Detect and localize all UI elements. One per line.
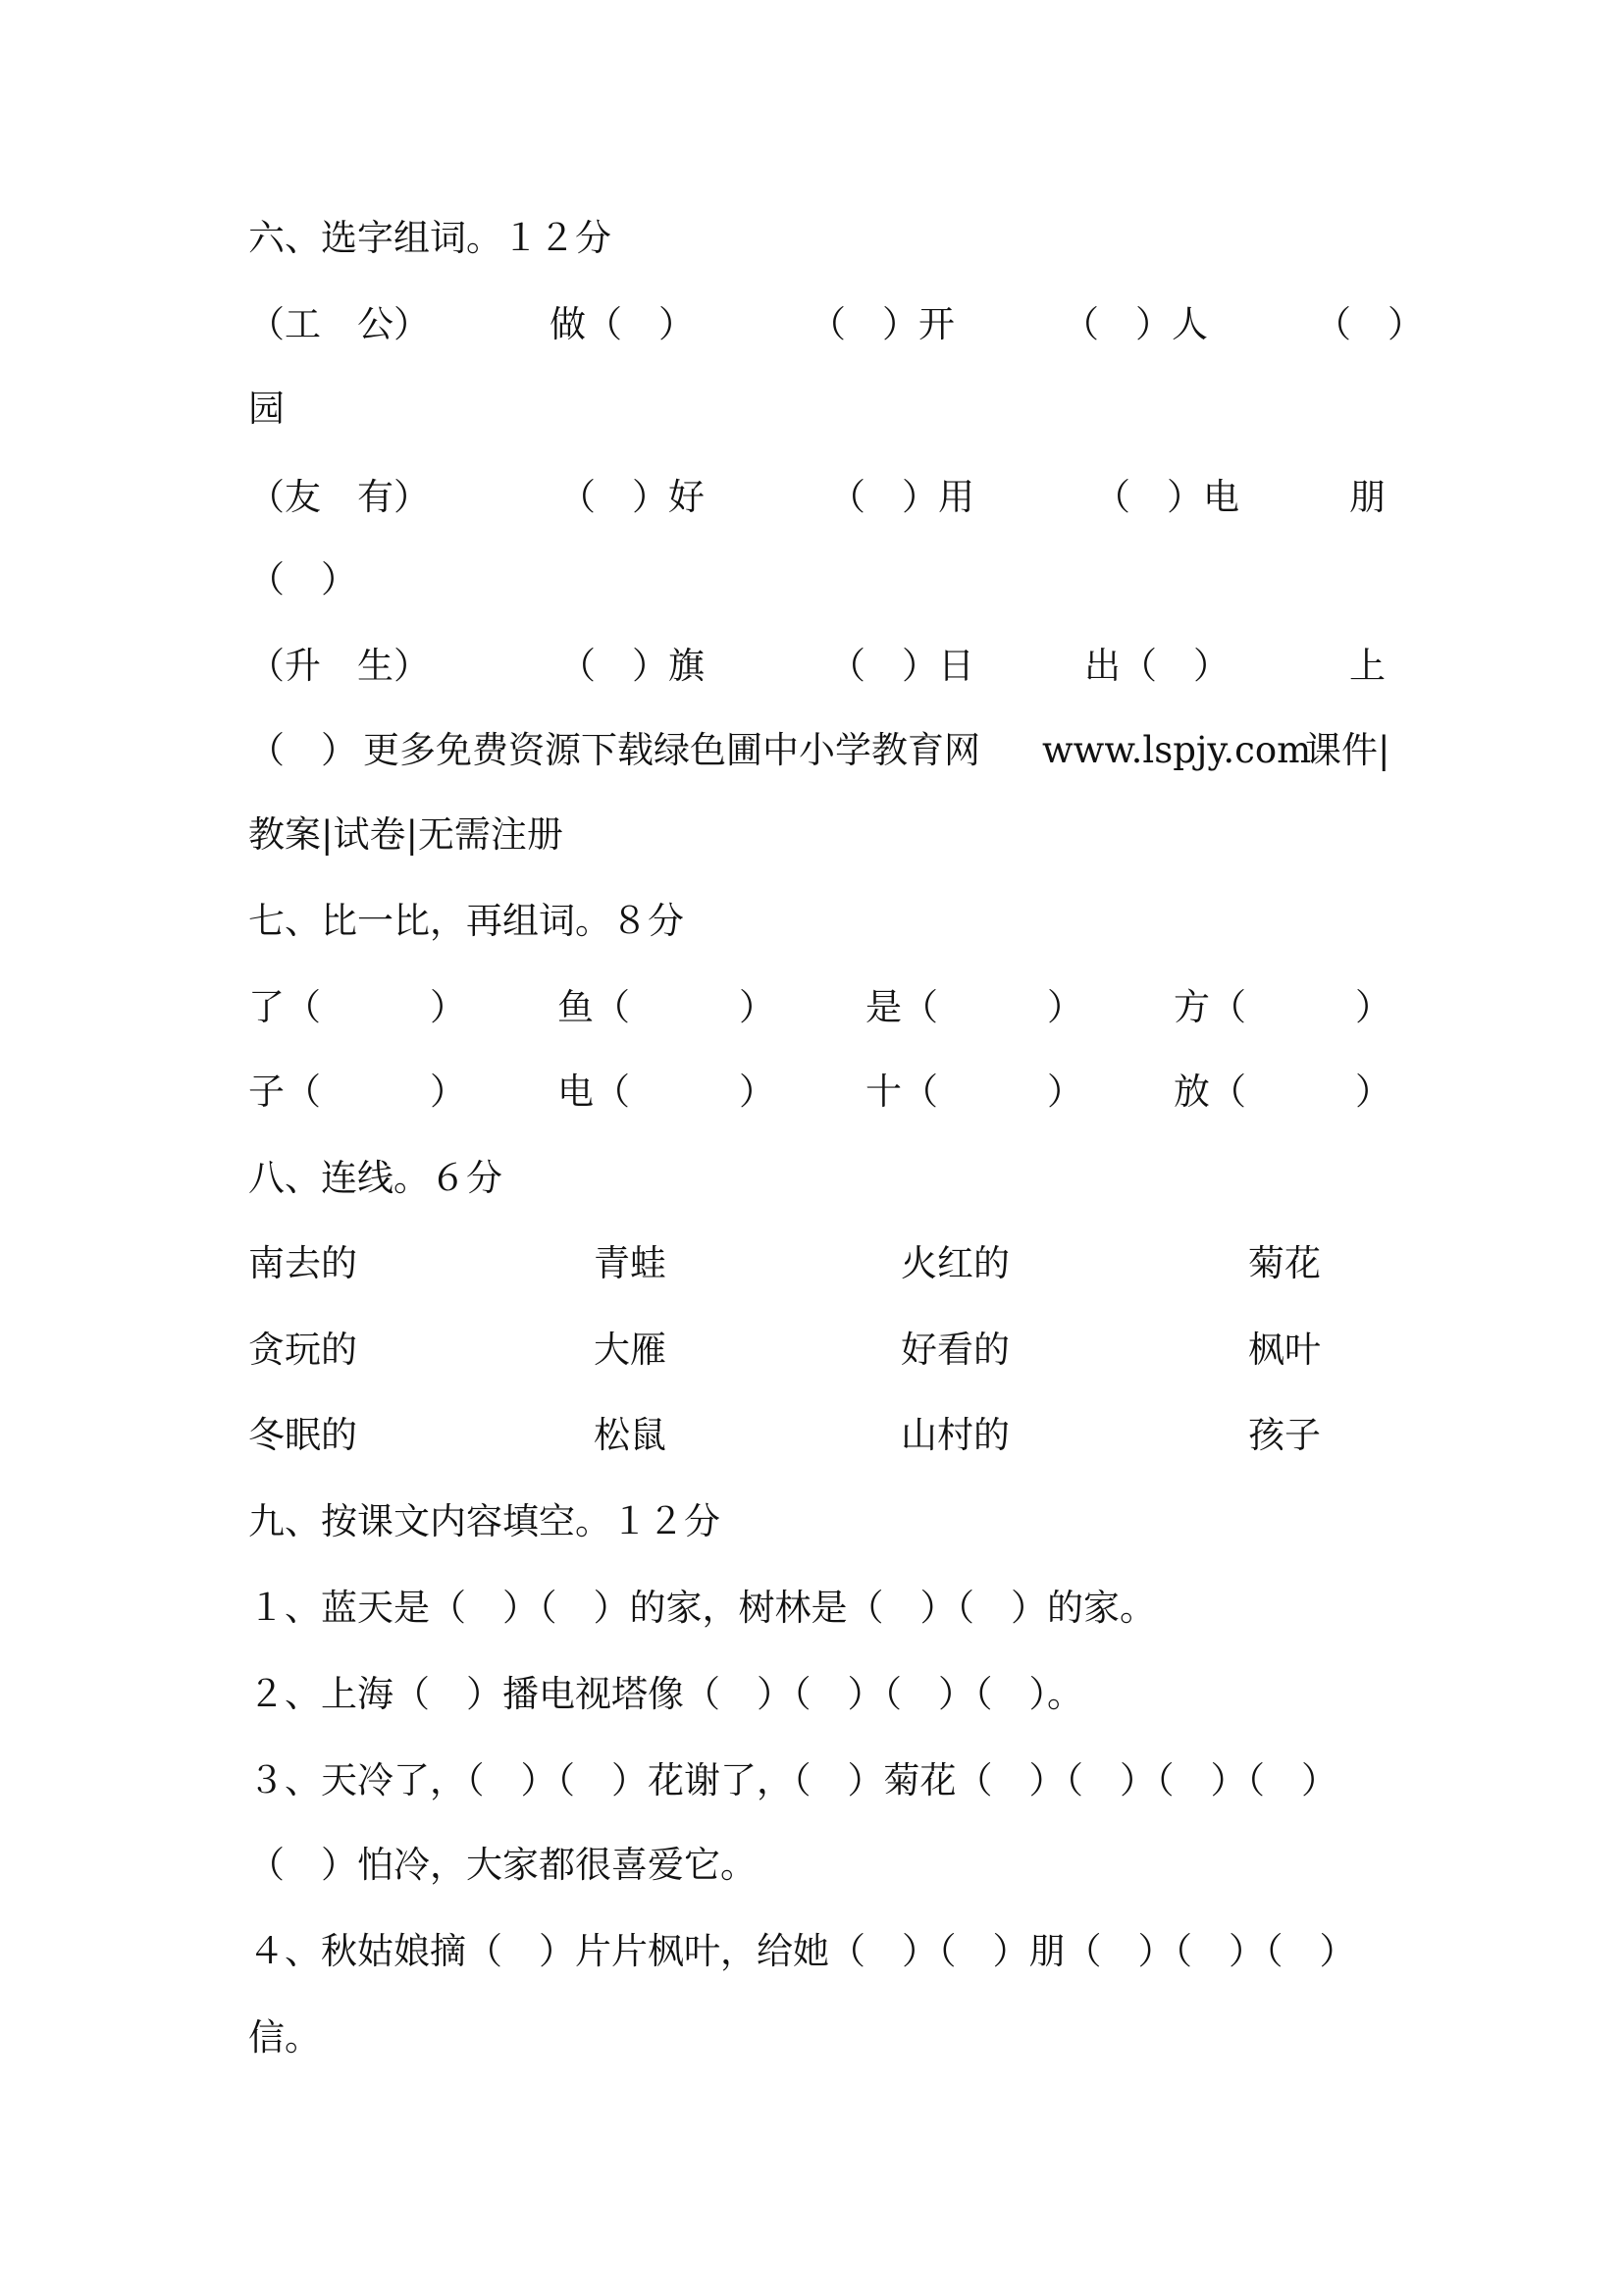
section-nine-q4: [0, 1909, 1624, 1994]
match-item: 火红的: [901, 1242, 1010, 1284]
char-group: （工 公）: [248, 303, 430, 345]
section-eight-row: [0, 1308, 1624, 1392]
compare-item: 电（ ）: [557, 1070, 775, 1113]
section-nine-heading: 九、按课文内容填空。１２分: [248, 1500, 720, 1542]
section-six-row3-cont2: [0, 793, 1624, 877]
promo-text: 更多免费资源下载绿色圃中小学教育网: [363, 729, 980, 771]
section-eight-row: [0, 1222, 1624, 1306]
question-4-cont: 信。: [248, 2016, 321, 2059]
section-six-row3: [0, 624, 1624, 708]
fill-item: （ ）: [1315, 303, 1424, 345]
fill-item: （ ）好: [559, 476, 705, 518]
section-six-row2: [0, 455, 1624, 540]
section-nine-q4-cont: [0, 1996, 1624, 2080]
compare-item: 了（ ）: [248, 986, 466, 1028]
compare-item: 十（ ）: [865, 1070, 1083, 1113]
question-3-cont: （ ）怕冷，大家都很喜爱它。: [248, 1844, 757, 1886]
match-item: 枫叶: [1248, 1329, 1321, 1371]
compare-item: 鱼（ ）: [557, 986, 775, 1028]
char-group: （友 有）: [248, 476, 430, 518]
section-nine-heading-line: [0, 1480, 1624, 1564]
section-six-heading-line: [0, 196, 1624, 281]
section-seven-row1: [0, 965, 1624, 1050]
match-item: 贪玩的: [248, 1329, 357, 1371]
section-six-row2-wrap: [0, 538, 1624, 622]
fill-item: （ ）用: [829, 476, 974, 518]
section-nine-q3: [0, 1739, 1624, 1823]
fill-item-wrap: 园: [248, 388, 285, 430]
fill-item: （ ）: [248, 729, 357, 771]
section-eight-heading-line: [0, 1136, 1624, 1221]
section-eight-heading: 八、连线。６分: [248, 1157, 502, 1199]
fill-item: 做（ ）: [550, 303, 695, 345]
match-item: 青蛙: [594, 1242, 666, 1284]
match-item: 山村的: [901, 1414, 1010, 1456]
char-group: （升 生）: [248, 645, 430, 687]
fill-item-wrap: （ ）: [248, 558, 357, 600]
fill-item: （ ）人: [1063, 303, 1208, 345]
fill-item: （ ）电: [1094, 476, 1239, 518]
fill-item: 出（ ）: [1084, 645, 1230, 687]
fill-item: 朋: [1349, 476, 1386, 518]
match-item: 松鼠: [594, 1414, 666, 1456]
fill-item: （ ）开: [810, 303, 955, 345]
question-1: １、蓝天是（ ）（ ）的家，树林是（ ）（ ）的家。: [248, 1587, 1156, 1629]
match-item: 南去的: [248, 1242, 357, 1284]
question-2: ２、上海（ ）播电视塔像（ ）（ ）（ ）（ ）。: [248, 1673, 1083, 1715]
match-item: 好看的: [901, 1329, 1010, 1371]
match-item: 大雁: [594, 1329, 666, 1371]
fill-item: （ ）日: [829, 645, 974, 687]
fill-item: 上: [1349, 645, 1386, 687]
section-seven-heading: 七、比一比，再组词。８分: [248, 900, 684, 942]
match-item: 菊花: [1248, 1242, 1321, 1284]
match-item: 冬眠的: [248, 1414, 357, 1456]
section-nine-q3-cont: [0, 1823, 1624, 1907]
question-3: ３、天冷了，（ ）（ ）花谢了，（ ）菊花（ ）（ ）（ ）（ ）: [248, 1759, 1337, 1801]
section-six-row1-wrap: [0, 367, 1624, 451]
section-eight-row: [0, 1393, 1624, 1478]
section-seven-row2: [0, 1050, 1624, 1134]
promo-suffix: 课件|: [1305, 729, 1390, 771]
compare-item: 放（ ）: [1174, 1070, 1391, 1113]
match-item: 孩子: [1248, 1414, 1321, 1456]
promo-text-2: 教案|试卷|无需注册: [248, 813, 563, 856]
section-six-heading: 六、选字组词。１２分: [248, 217, 611, 259]
compare-item: 方（ ）: [1174, 986, 1391, 1028]
section-six-row3-cont: [0, 708, 1624, 793]
fill-item: （ ）旗: [559, 645, 705, 687]
section-seven-heading-line: [0, 879, 1624, 964]
compare-item: 子（ ）: [248, 1070, 466, 1113]
section-nine-q2: [0, 1652, 1624, 1737]
section-nine-q1: [0, 1566, 1624, 1650]
promo-url: www.lspjy.com: [1042, 729, 1312, 771]
compare-item: 是（ ）: [865, 986, 1083, 1028]
section-six-row1: [0, 283, 1624, 367]
question-4: ４、秋姑娘摘（ ）片片枫叶，给她（ ）（ ）朋（ ）（ ）（ ）: [248, 1930, 1356, 1972]
